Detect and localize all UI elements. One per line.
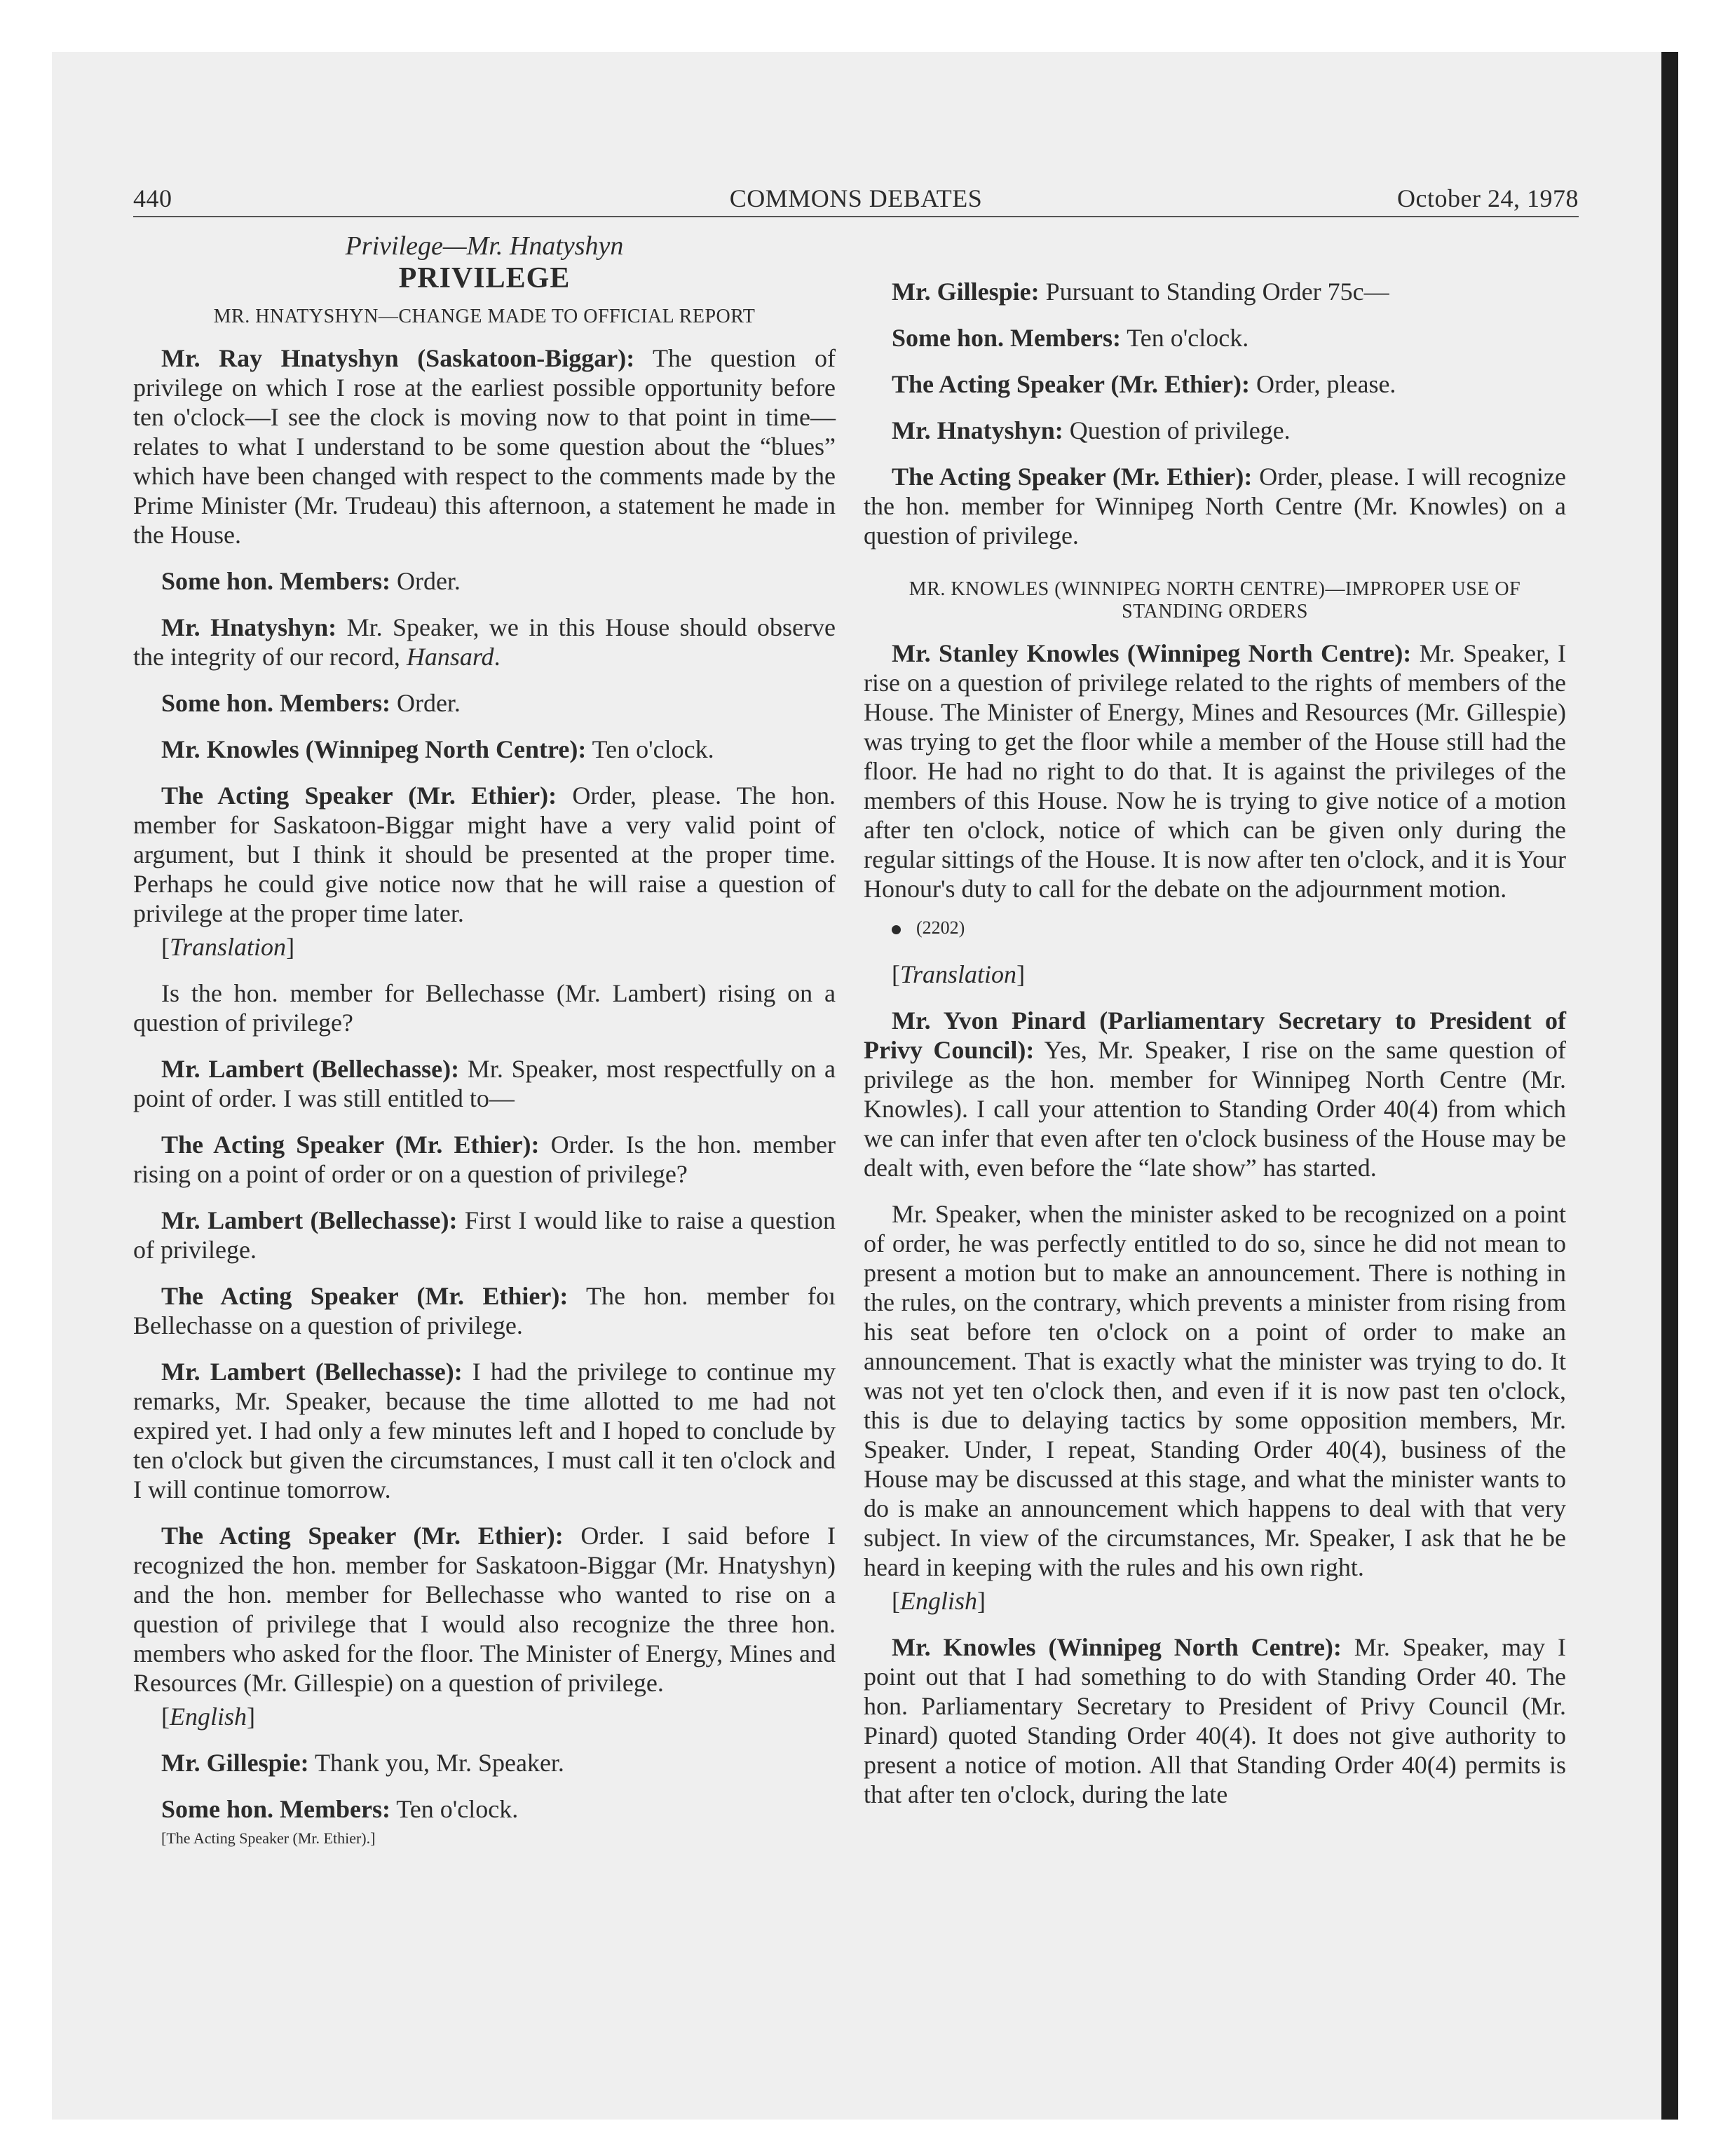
speech-text: Mr. Speaker, may I point out that I had something to do with Standing Order 40. The hon. Parliamentary Secretary to President of Privy Council (Mr. Pinard) quoted Standing Order 40(4). It does not give authority to present a notice of motion. All that Standing Order 40(4) permits is that after ten o'clock, during the late xyxy=(864,1633,1566,1808)
publication-title: COMMONS DEBATES xyxy=(729,184,983,212)
speech-text: Order, please. xyxy=(1249,370,1396,398)
speech-paragraph xyxy=(864,1632,1566,1809)
page-number: 440 xyxy=(133,184,172,212)
left-column xyxy=(133,231,836,1870)
speech-text: Mr. Speaker, we in this House should observe the integrity of our record, xyxy=(133,613,836,671)
language-label: English xyxy=(900,1587,978,1615)
speaker-name: Mr. Gillespie: xyxy=(892,278,1040,306)
header-rule xyxy=(133,216,1579,217)
speech-paragraph xyxy=(133,1357,836,1504)
speaker-name: Some hon. Members: xyxy=(161,567,390,595)
carryover-note: [The Acting Speaker (Mr. Ethier).] xyxy=(161,1829,376,1847)
timestamp-text: (2202) xyxy=(916,917,965,938)
speech-text: I had the privilege to continue my remarks, Mr. Speaker, because the time allotted to me had not expired yet. I had only a few minutes left and I hoped to conclude by ten o'clock but given the circumstances, I must call it ten o'clock and I will continue tomorrow. xyxy=(133,1358,836,1503)
speech-paragraph xyxy=(133,781,836,928)
speech-paragraph xyxy=(133,1521,836,1698)
speech-paragraph xyxy=(133,688,836,718)
speech-text: Mr. Speaker, when the minister asked to be recognized on a point of order, he was perfectly entitled to do so, since he did not mean to present a motion but to make an announcement. There is nothing in the rules, on the contrary, which prevents a minister from rising from his seat before ten o'clock on a point of order to make an announcement. That is exactly what the minister was trying to do. It was not yet ten o'clock then, and even if it is now past ten o'clock, this is due to delaying tactics by some opposition members, Mr. Speaker. Under, I repeat, Standing Order 40(4), business of the House may be discussed at this stage, and what the minister wants to do is make an announcement which happens to deal with that very subject. In view of the circumstances, Mr. Speaker, I ask that he be heard in keeping with the rules and his own right. xyxy=(864,1200,1566,1581)
speech-text: Order. xyxy=(390,567,461,595)
speaker-name: Some hon. Members: xyxy=(892,324,1121,352)
speech-text: Order. xyxy=(390,689,461,717)
language-marker: [English] xyxy=(892,1587,986,1615)
speaker-name: The Acting Speaker (Mr. Ethier): xyxy=(892,463,1253,491)
speech-paragraph xyxy=(133,1794,836,1824)
speaker-name: Some hon. Members: xyxy=(161,1795,390,1823)
speech-text: Thank you, Mr. Speaker. xyxy=(308,1749,564,1777)
speech-text: Order, please. The hon. member for Saskatoon-Biggar might have a very valid point of argument, but I think it should be presented at the proper time. Perhaps he could give notice now that he will raise a question of privilege at the proper time later. xyxy=(133,782,836,927)
speech-paragraph xyxy=(133,1281,836,1340)
language-marker: [English] xyxy=(161,1703,256,1731)
page-edge-shadow xyxy=(1661,52,1678,2120)
speech-paragraph xyxy=(864,1006,1566,1182)
language-label: Translation xyxy=(170,933,287,961)
language-label: English xyxy=(170,1703,247,1731)
speech-text: Is the hon. member for Bellechasse (Mr. Lambert) rising on a question of privilege? xyxy=(133,979,836,1037)
speech-text: Mr. Speaker, most respectfully on a point of order. I was still entitled to— xyxy=(133,1055,836,1112)
speaker-name: Mr. Lambert (Bellechasse): xyxy=(161,1055,460,1083)
speaker-name: Mr. Gillespie: xyxy=(161,1749,309,1777)
speaker-name: The Acting Speaker (Mr. Ethier): xyxy=(892,370,1250,398)
speaker-name: Mr. Hnatyshyn: xyxy=(892,416,1063,444)
speech-text: Ten o'clock. xyxy=(1120,324,1249,352)
speech-text: Order. Is the hon. member rising on a point of order or on a question of privilege? xyxy=(133,1131,836,1188)
speech-text: Order, please. I will recognize the hon. member for Winnipeg North Centre (Mr. Knowles) on a question of privilege. xyxy=(864,463,1566,550)
speech-paragraph xyxy=(133,613,836,671)
speaker-name: Mr. Knowles (Winnipeg North Centre): xyxy=(892,1633,1342,1661)
speech-paragraph xyxy=(864,323,1566,353)
speech-paragraph xyxy=(864,277,1566,306)
speech-text-italic: Hansard xyxy=(406,643,494,671)
speaker-name: The Acting Speaker (Mr. Ethier): xyxy=(161,1522,564,1550)
subheading: MR. HNATYSHYN—CHANGE MADE TO OFFICIAL REPORT xyxy=(213,306,756,327)
right-column xyxy=(864,277,1566,1826)
section-title: PRIVILEGE xyxy=(398,262,571,294)
speech-text: Question of privilege. xyxy=(1063,416,1291,444)
timestamp-marker xyxy=(864,913,1566,943)
speaker-name: Mr. Stanley Knowles (Winnipeg North Centre): xyxy=(892,639,1412,667)
speaker-name: Mr. Ray Hnatyshyn (Saskatoon-Biggar): xyxy=(161,344,635,372)
speech-paragraph xyxy=(133,343,836,550)
speaker-name: Some hon. Members: xyxy=(161,689,390,717)
speech-text-end: . xyxy=(494,643,501,671)
running-head: Privilege—Mr. Hnatyshyn xyxy=(345,231,624,261)
speech-paragraph xyxy=(864,462,1566,550)
page-header xyxy=(133,184,1579,220)
speaker-name: The Acting Speaker (Mr. Ethier): xyxy=(161,1131,540,1159)
speaker-name: Mr. Knowles (Winnipeg North Centre): xyxy=(161,735,587,763)
language-marker: [Translation] xyxy=(161,933,295,961)
speech-text: Pursuant to Standing Order 75c— xyxy=(1039,278,1389,306)
speech-paragraph xyxy=(133,1054,836,1113)
speech-text: Yes, Mr. Speaker, I rise on the same question of privilege as the hon. member for Winnipeg North Centre (Mr. Knowles). I call your attention to Standing Order 40(4) from which we can infer that even after ten o'clock business of the House may be dealt with, even before the “late show” has started. xyxy=(864,1036,1566,1182)
speaker-name: Mr. Lambert (Bellechasse): xyxy=(161,1206,458,1234)
bullet-icon xyxy=(892,925,901,934)
language-marker: [Translation] xyxy=(892,960,1026,988)
speech-text: The question of privilege on which I rose at the earliest possible opportunity before ten o'clock—I see the clock is moving now to that point in time—relates to what I understand to be some question about the “blues” which have been changed with respect to the comments made by the Prime Minister (Mr. Trudeau) this afternoon, a statement he made in the House. xyxy=(133,344,836,549)
speech-paragraph xyxy=(133,566,836,596)
speech-text: Ten o'clock. xyxy=(586,735,714,763)
speech-paragraph xyxy=(133,735,836,764)
speech-paragraph xyxy=(133,1130,836,1189)
speech-paragraph xyxy=(133,1748,836,1778)
speech-paragraph xyxy=(864,639,1566,903)
speech-text: The hon. member foı Bellechasse on a question of privilege. xyxy=(133,1282,836,1339)
speech-paragraph xyxy=(864,416,1566,445)
speech-paragraph xyxy=(133,978,836,1037)
language-label: Translation xyxy=(900,960,1017,988)
speech-paragraph xyxy=(864,1199,1566,1582)
speech-text: First I would like to raise a question of privilege. xyxy=(133,1206,836,1264)
issue-date: October 24, 1978 xyxy=(1397,184,1579,212)
speaker-name: Mr. Hnatyshyn: xyxy=(161,613,337,641)
speaker-name: Mr. Yvon Pinard (Parliamentary Secretary to President of Privy Council): xyxy=(864,1007,1566,1064)
speaker-name: Mr. Lambert (Bellechasse): xyxy=(161,1358,463,1386)
speech-text: Mr. Speaker, I rise on a question of privilege related to the rights of members of the House. The Minister of Energy, Mines and Resources (Mr. Gillespie) was trying to get the floor while a member of the House still had the floor. He had no right to do that. It is against the privileges of the members of this House. Now he is trying to give notice of a motion after ten o'clock, notice of which can be given only during the regular sittings of the House. It is now after ten o'clock, and it is Your Honour's duty to call for the debate on the adjournment motion. xyxy=(864,639,1566,903)
subheading: MR. KNOWLES (WINNIPEG NORTH CENTRE)—IMPROPER USE OF STANDING ORDERS xyxy=(909,578,1521,622)
speech-paragraph xyxy=(133,1206,836,1264)
speech-paragraph xyxy=(864,369,1566,399)
speaker-name: The Acting Speaker (Mr. Ethier): xyxy=(161,1282,569,1310)
speaker-name: The Acting Speaker (Mr. Ethier): xyxy=(161,782,557,810)
speech-text: Ten o'clock. xyxy=(390,1795,519,1823)
speech-text: Order. I said before I recognized the hon. member for Saskatoon-Biggar (Mr. Hnatyshyn) and the hon. member for Bellechasse who wanted to rise on a question of privilege that I would also recognize the three hon. members who asked for the floor. The Minister of Energy, Mines and Resources (Mr. Gillespie) on a question of privilege. xyxy=(133,1522,836,1697)
